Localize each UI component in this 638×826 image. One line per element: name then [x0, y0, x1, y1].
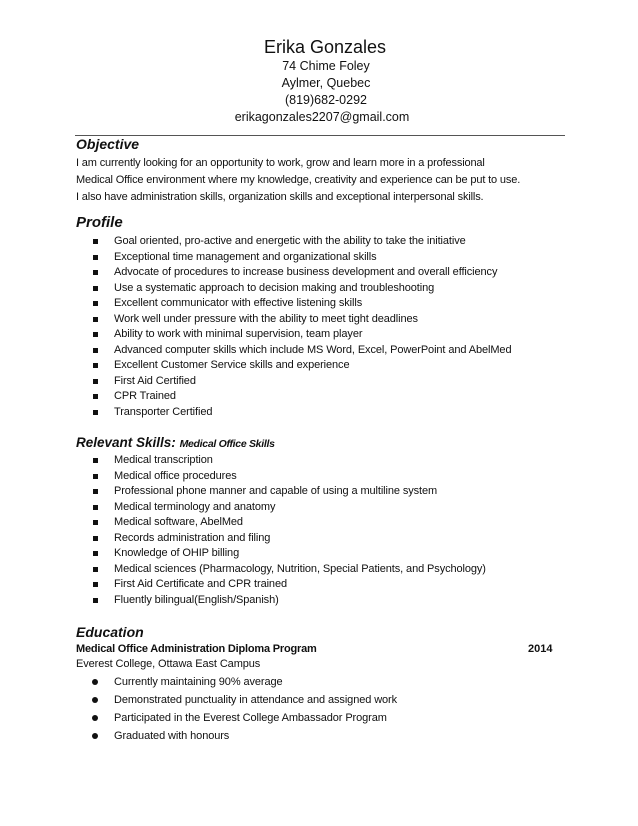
- square-bullet-icon: [93, 286, 98, 291]
- square-bullet-icon: [93, 474, 98, 479]
- list-item: Goal oriented, pro-active and energetic with the ability to take the initiative: [92, 234, 511, 250]
- round-bullet-icon: [92, 679, 98, 685]
- square-bullet-icon: [93, 567, 98, 572]
- list-item: Medical transcription: [92, 453, 486, 469]
- square-bullet-icon: [93, 317, 98, 322]
- round-bullet-icon: [92, 697, 98, 703]
- list-item: Advanced computer skills which include MS Word, Excel, PowerPoint and AbelMed: [92, 343, 511, 359]
- list-item: Professional phone manner and capable of using a multiline system: [92, 484, 486, 500]
- square-bullet-icon: [93, 458, 98, 463]
- skills-heading: [76, 435, 275, 452]
- list-item: Exceptional time management and organizational skills: [92, 250, 511, 266]
- skills-subheading: Medical Office Skills: [179, 438, 275, 450]
- education-school: Everest College, Ottawa East Campus: [76, 658, 261, 670]
- list-item: Medical software, AbelMed: [92, 515, 486, 531]
- objective-line: I also have administration skills, organization skills and exceptional interpersonal skills.: [76, 191, 484, 203]
- list-item: Work well under pressure with the ability to meet tight deadlines: [92, 312, 511, 328]
- education-program: Medical Office Administration Diploma Program: [76, 643, 317, 655]
- square-bullet-icon: [93, 551, 98, 556]
- list-item: Medical terminology and anatomy: [92, 500, 486, 516]
- square-bullet-icon: [93, 536, 98, 541]
- list-item: Transporter Certified: [92, 405, 511, 421]
- list-item: Use a systematic approach to decision making and troubleshooting: [92, 281, 511, 297]
- header-divider: [75, 135, 565, 136]
- profile-heading: Profile: [76, 214, 123, 231]
- square-bullet-icon: [93, 410, 98, 415]
- square-bullet-icon: [93, 348, 98, 353]
- list-item: CPR Trained: [92, 389, 511, 405]
- square-bullet-icon: [93, 255, 98, 260]
- list-item: Records administration and filing: [92, 531, 486, 547]
- square-bullet-icon: [93, 489, 98, 494]
- resume-header: [0, 36, 638, 126]
- skills-heading-label: Relevant Skills:: [76, 435, 176, 450]
- square-bullet-icon: [93, 239, 98, 244]
- profile-list: [92, 234, 511, 420]
- square-bullet-icon: [93, 394, 98, 399]
- list-item: Excellent Customer Service skills and experience: [92, 358, 511, 374]
- objective-text: [76, 155, 566, 206]
- square-bullet-icon: [93, 379, 98, 384]
- list-item: Graduated with honours: [92, 727, 397, 745]
- list-item: First Aid Certificate and CPR trained: [92, 577, 486, 593]
- square-bullet-icon: [93, 270, 98, 275]
- list-item: Fluently bilingual(English/Spanish): [92, 593, 486, 609]
- list-item: Knowledge of OHIP billing: [92, 546, 486, 562]
- list-item: Excellent communicator with effective listening skills: [92, 296, 511, 312]
- square-bullet-icon: [93, 582, 98, 587]
- address-line-1: 74 Chime Foley: [282, 59, 370, 73]
- round-bullet-icon: [92, 733, 98, 739]
- list-item: Demonstrated punctuality in attendance and assigned work: [92, 691, 397, 709]
- email-address: erikagonzales2207@gmail.com: [234, 110, 410, 124]
- address-line-2: Aylmer, Quebec: [281, 76, 371, 90]
- education-heading: Education: [76, 624, 144, 640]
- list-item: Currently maintaining 90% average: [92, 673, 397, 691]
- list-item: Ability to work with minimal supervision, team player: [92, 327, 511, 343]
- list-item: Participated in the Everest College Ambassador Program: [92, 709, 397, 727]
- square-bullet-icon: [93, 332, 98, 337]
- list-item: First Aid Certified: [92, 374, 511, 390]
- list-item: Medical office procedures: [92, 469, 486, 485]
- objective-line: Medical Office environment where my knowledge, creativity and experience can be put to use.: [76, 174, 521, 186]
- list-item: Advocate of procedures to increase business development and overall efficiency: [92, 265, 511, 281]
- education-year: 2014: [528, 643, 553, 655]
- square-bullet-icon: [93, 363, 98, 368]
- square-bullet-icon: [93, 505, 98, 510]
- square-bullet-icon: [93, 301, 98, 306]
- square-bullet-icon: [93, 520, 98, 525]
- objective-heading: Objective: [76, 136, 140, 152]
- objective-line: I am currently looking for an opportunity to work, grow and learn more in a professional: [76, 157, 485, 169]
- candidate-name: Erika Gonzales: [263, 37, 387, 57]
- education-list: [92, 673, 397, 745]
- list-item: Medical sciences (Pharmacology, Nutrition, Special Patients, and Psychology): [92, 562, 486, 578]
- round-bullet-icon: [92, 715, 98, 721]
- square-bullet-icon: [93, 598, 98, 603]
- phone-number: (819)682-0292: [284, 93, 367, 107]
- skills-list: [92, 453, 486, 608]
